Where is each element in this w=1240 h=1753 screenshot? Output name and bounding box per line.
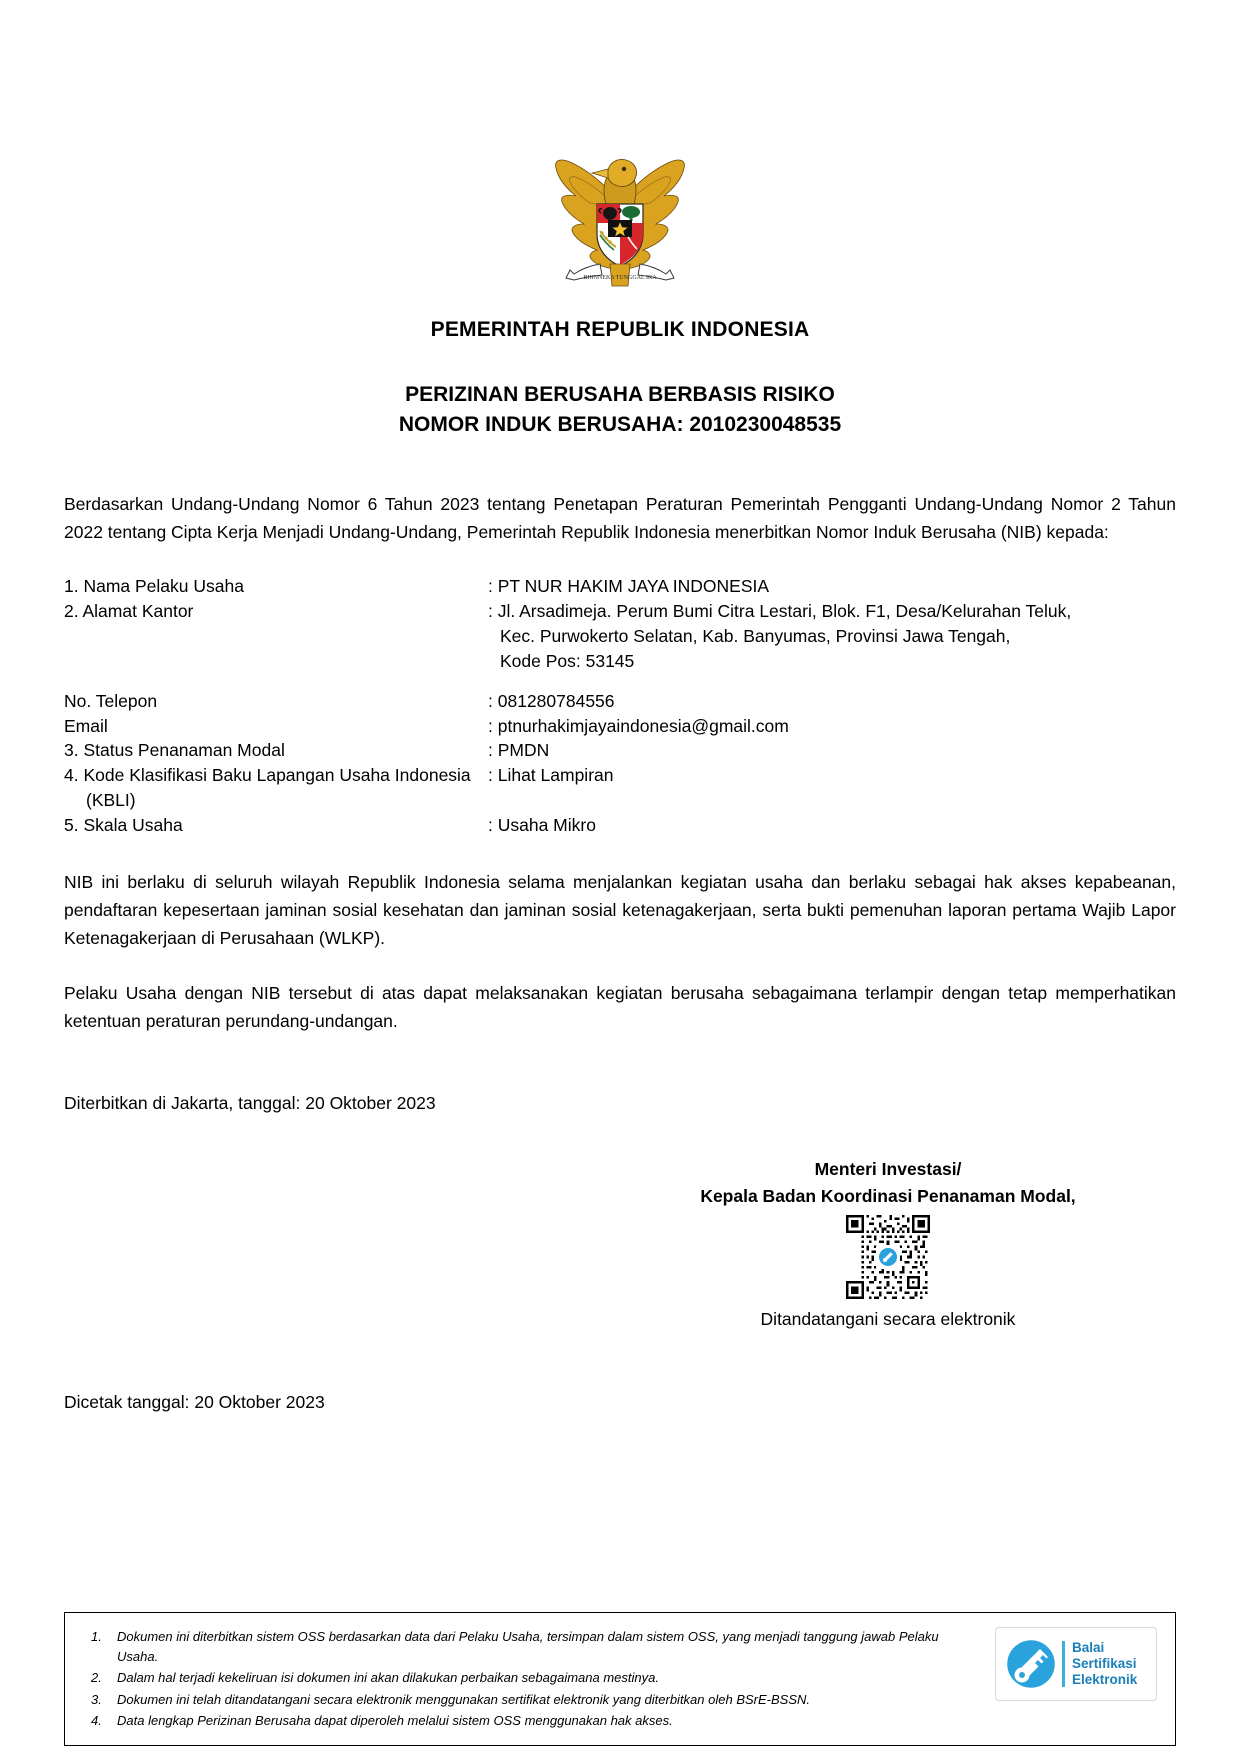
signature-block — [608, 1156, 1168, 1330]
business-details-table — [64, 574, 1176, 837]
garuda-pancasila-emblem — [540, 138, 700, 290]
activity-paragraph: Pelaku Usaha dengan NIB tersebut di atas dapat melaksanakan kegiatan berusaha sebagaimana terlampir dengan tetap memperhatikan ketentuan peraturan perundang-undangan. — [64, 982, 1176, 1032]
document-title — [64, 380, 1176, 440]
issued-date-text: Diterbitkan di Jakarta, tanggal: 20 Oktober 2023 — [64, 1093, 436, 1114]
footer-note-3: Dokumen ini telah ditandatangani secara elektronik menggunakan sertifikat elektronik yang diterbitkan oleh BSrE-BSSN. — [117, 1691, 810, 1707]
kbli-label-line-1: 4. Kode Klasifikasi Baku Lapangan Usaha Indonesia — [64, 765, 471, 786]
bsre-divider — [1062, 1641, 1065, 1687]
detail-row-email — [64, 714, 1176, 739]
footer-note-4: Data lengkap Perizinan Berusaha dapat diperoleh melalui sistem OSS menggunakan hak akses. — [117, 1713, 673, 1728]
label-status-penanaman-modal: 3. Status Penanaman Modal — [64, 740, 285, 761]
document-title-line-1: PERIZINAN BERUSAHA BERBASIS RISIKO — [405, 383, 835, 406]
footer-note-2: Dalam hal terjadi kekeliruan isi dokumen ini akan dilakukan perbaikan sebagaimana mestinya. — [117, 1670, 659, 1685]
label-skala-usaha: 5. Skala Usaha — [64, 814, 183, 835]
intro-paragraph: Berdasarkan Undang-Undang Nomor 6 Tahun 2023 tentang Penetapan Peraturan Pemerintah Pengganti Undang-Undang Nomor 2 Tahun 2022 tentang Cipta Kerja Menjadi Undang-Undang, Pemerintah Republik Indonesia menerbitkan Nomor Induk Berusaha (NIB) kepada: — [64, 493, 1176, 542]
detail-row-phone — [64, 674, 1176, 714]
value-nama-pelaku-usaha: : PT NUR HAKIM JAYA INDONESIA — [488, 576, 770, 597]
detail-row-kbli — [64, 763, 1176, 813]
kbli-label-line-2: (KBLI) — [86, 790, 136, 811]
signer-title-line-2: Kepala Badan Koordinasi Penanaman Modal, — [700, 1185, 1076, 1206]
bsre-text-line-1: Balai — [1072, 1640, 1105, 1656]
label-alamat-kantor: 2. Alamat Kantor — [64, 601, 194, 622]
value-kbli: : Lihat Lampiran — [488, 765, 614, 786]
value-skala-usaha: : Usaha Mikro — [488, 814, 596, 835]
detail-row-name — [64, 574, 1176, 599]
bsre-text-line-2: Sertifikasi — [1072, 1656, 1137, 1672]
signature-caption: Ditandatangani secara elektronik — [760, 1308, 1016, 1329]
emblem-motto-text: BHINNEKA TUNGGAL IKA — [583, 275, 657, 281]
bsre-logo — [995, 1627, 1157, 1701]
label-kbli — [64, 763, 488, 813]
emblem-container — [64, 0, 1176, 290]
label-email: Email — [64, 715, 108, 736]
detail-row-business-scale — [64, 813, 1176, 838]
government-title: PEMERINTAH REPUBLIK INDONESIA — [430, 318, 810, 341]
footer-notes-list — [83, 1627, 981, 1733]
bsre-text-line-3: Elektronik — [1072, 1671, 1138, 1687]
signer-title — [608, 1156, 1168, 1209]
footer-notes-box — [64, 1612, 1176, 1746]
address-line-2: Kec. Purwokerto Selatan, Kab. Banyumas, Provinsi Jawa Tengah, — [500, 626, 1011, 646]
footer-note-1: Dokumen ini diterbitkan sistem OSS berdasarkan data dari Pelaku Usaha, tersimpan dalam sistem OSS, yang menjadi tanggung jawab Pelaku Usaha. — [117, 1629, 939, 1664]
value-status-penanaman-modal: : PMDN — [488, 740, 550, 761]
qr-center-logo-icon — [876, 1245, 900, 1269]
value-email: : ptnurhakimjayaindonesia@gmail.com — [488, 715, 789, 736]
value-no-telepon: : 081280784556 — [488, 690, 615, 711]
address-line-1: : Jl. Arsadimeja. Perum Bumi Citra Lestari, Blok. F1, Desa/Kelurahan Teluk, — [488, 601, 1072, 622]
nib-line: NOMOR INDUK BERUSAHA: 2010230048535 — [398, 412, 842, 436]
qr-code[interactable] — [846, 1215, 930, 1299]
detail-row-address — [64, 599, 1176, 674]
label-no-telepon: No. Telepon — [64, 690, 158, 711]
validity-paragraph: NIB ini berlaku di seluruh wilayah Republik Indonesia selama menjalankan kegiatan usaha dan berlaku sebagai hak akses kepabeanan, pendaftaran kepesertaan jaminan sosial kesehatan dan jaminan sosial ketenagakerjaan, serta bukti pemenuhan laporan pertama Wajib Lapor Ketenagakerjaan di Perusahaan (WLKP). — [64, 871, 1176, 949]
bsre-key-icon — [1002, 1635, 1060, 1693]
label-nama-pelaku-usaha: 1. Nama Pelaku Usaha — [64, 576, 244, 597]
bsre-logo-text — [1072, 1640, 1137, 1688]
address-line-3: Kode Pos: 53145 — [500, 650, 635, 671]
signer-title-line-1: Menteri Investasi/ — [814, 1159, 962, 1180]
value-alamat-kantor — [488, 599, 1176, 674]
detail-row-investment-status — [64, 738, 1176, 763]
qr-code-container — [608, 1215, 1168, 1299]
printed-date-text: Dicetak tanggal: 20 Oktober 2023 — [64, 1391, 325, 1412]
bsre-mini-icon — [877, 1246, 899, 1268]
